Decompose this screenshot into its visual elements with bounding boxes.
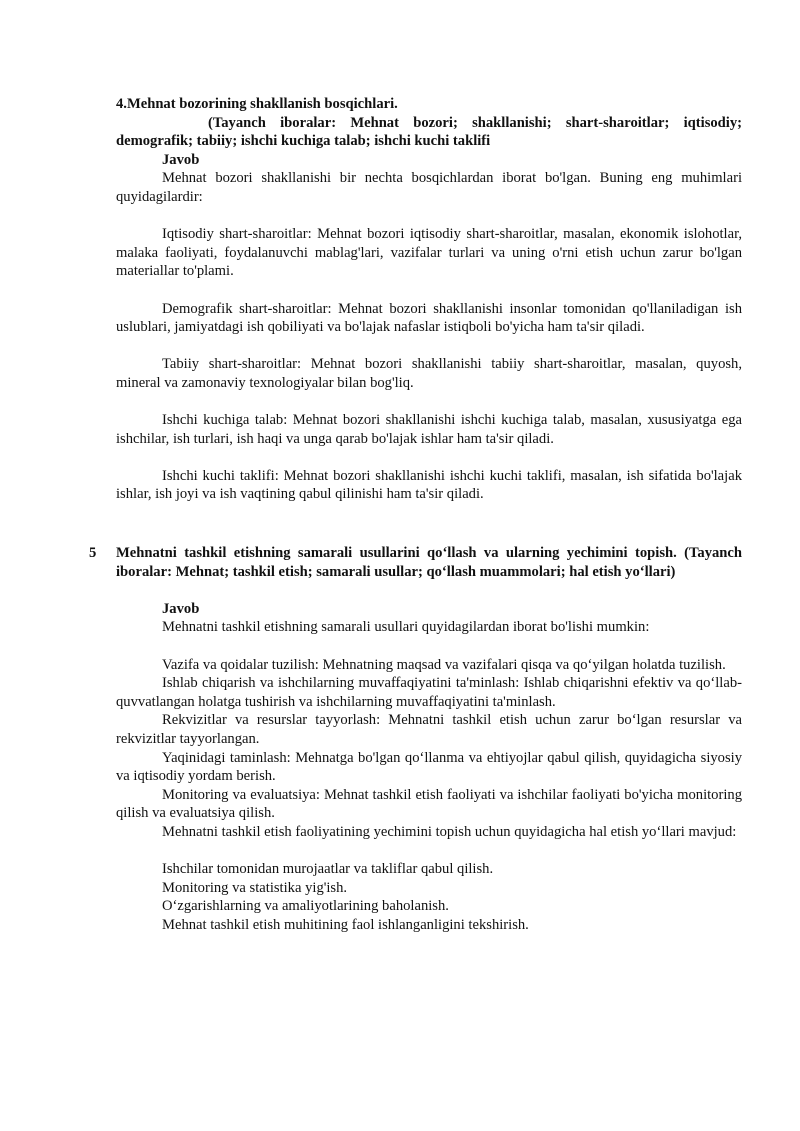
section5-paragraph: Monitoring va evaluatsiya: Mehnat tashkil etish faoliyati va ishchilar faoliyati bo'yicha monitoring qilish va evaluatsiya qilish. (116, 786, 742, 822)
section4-paragraph: Ishchi kuchi taklifi: Mehnat bozori shakllanishi ishchi kuchi taklifi, masalan, ish sifatida bo'lajak ishlar, ish joyi va ish vaqtining qabul qilinishi ham ta'sir qiladi. (116, 467, 742, 503)
section4-paragraph: Ishchi kuchiga talab: Mehnat bozori shakllanishi ishchi kuchiga talab, masalan, xususiyatga ega ishchilar, ish turlari, ish haqi va unga qarab bo'lajak ishlar ham ta'sir qiladi. (116, 412, 742, 447)
list-item: Monitoring va statistika yig'ish. (162, 879, 348, 896)
list-item: Mehnat tashkil etish muhitining faol ishlanganligini tekshirish. (162, 916, 529, 933)
section5-header (89, 544, 742, 581)
section4-keywords: (Tayanch iboralar: Mehnat bozori; shakllanishi; shart-sharoitlar; iqtisodiy; demografik; tabiiy; ishchi kuchiga talab; ishchi kuchi taklifi (116, 114, 742, 150)
section5-paragraph: Vazifa va qoidalar tuzilish: Mehnatning maqsad va vazifalari qisqa va qo‘yilgan holatda tuzilish. (162, 656, 726, 673)
section5-paragraph: Ishlab chiqarish va ishchilarning muvaffaqiyatini ta'minlash: Ishlab chiqarishni efektiv va qo‘llab-quvvatlangan holatga tushirish va ishchilarning muvaffaqiyatini ta'minlash. (116, 675, 742, 710)
section5-answer-label: Javob (162, 600, 200, 617)
section4-intro: Mehnat bozori shakllanishi bir nechta bosqichlardan iborat bo'lgan. Buning eng muhimlari quyidagilardir: (116, 170, 742, 205)
section4-heading: 4.Mehnat bozorining shakllanish bosqichlari. (116, 96, 398, 112)
section5-paragraph: Mehnatni tashkil etish faoliyatining yechimini topish uchun quyidagicha hal etish yo‘llari mavjud: (162, 823, 737, 840)
section5-paragraph: Rekvizitlar va resurslar tayyorlash: Mehnatni tashkil etish uchun zarur bo‘lgan resurslar va rekvizitlar tayyorlangan. (116, 712, 742, 747)
section5-intro: Mehnatni tashkil etishning samarali usullari quyidagilardan iborat bo'lishi mumkin: (162, 619, 650, 636)
section5-number: 5 (89, 545, 97, 562)
section5-heading: Mehnatni tashkil etishning samarali usullarini qo‘llash va ularning yechimini topish. (Tayanch iboralar: Mehnat; tashkil etish; samarali usullar; qo‘llash muammolari; hal etish yo‘llari) (116, 545, 742, 580)
section5-paragraph: Yaqinidagi taminlash: Mehnatga bo'lgan qo‘llanma va ehtiyojlar qabul qilish, quyidagicha siyosiy va iqtisodiy yordam berish. (116, 749, 742, 785)
list-item: O‘zgarishlarning va amaliyotlarining baholanish. (162, 898, 449, 915)
section4-paragraph: Tabiiy shart-sharoitlar: Mehnat bozori shakllanishi tabiiy shart-sharoitlar, masalan, quyosh, mineral va zamonaviy texnologiyalar bilan bog'liq. (116, 356, 742, 391)
list-item: Ishchilar tomonidan murojaatlar va takliflar qabul qilish. (162, 861, 494, 878)
document-body (89, 95, 742, 935)
section4-answer-label: Javob (162, 151, 200, 168)
section4-paragraph: Iqtisodiy shart-sharoitlar: Mehnat bozori iqtisodiy shart-sharoitlar, masalan, ekonomik islohotlar, malaka faoliyati, foydalanuvchi mablag'lari, vazifalar turlari va uning o'rni etish uchun zarur bo'lgan materiallar to'plami. (116, 226, 742, 280)
section4-paragraph: Demografik shart-sharoitlar: Mehnat bozori shakllanishi insonlar tomonidan qo'llaniladigan ish uslublari, jamiyatdagi ish qobiliyati va bo'lajak nafaslar istiqboli bo'yicha ham ta'sir qiladi. (116, 300, 742, 336)
